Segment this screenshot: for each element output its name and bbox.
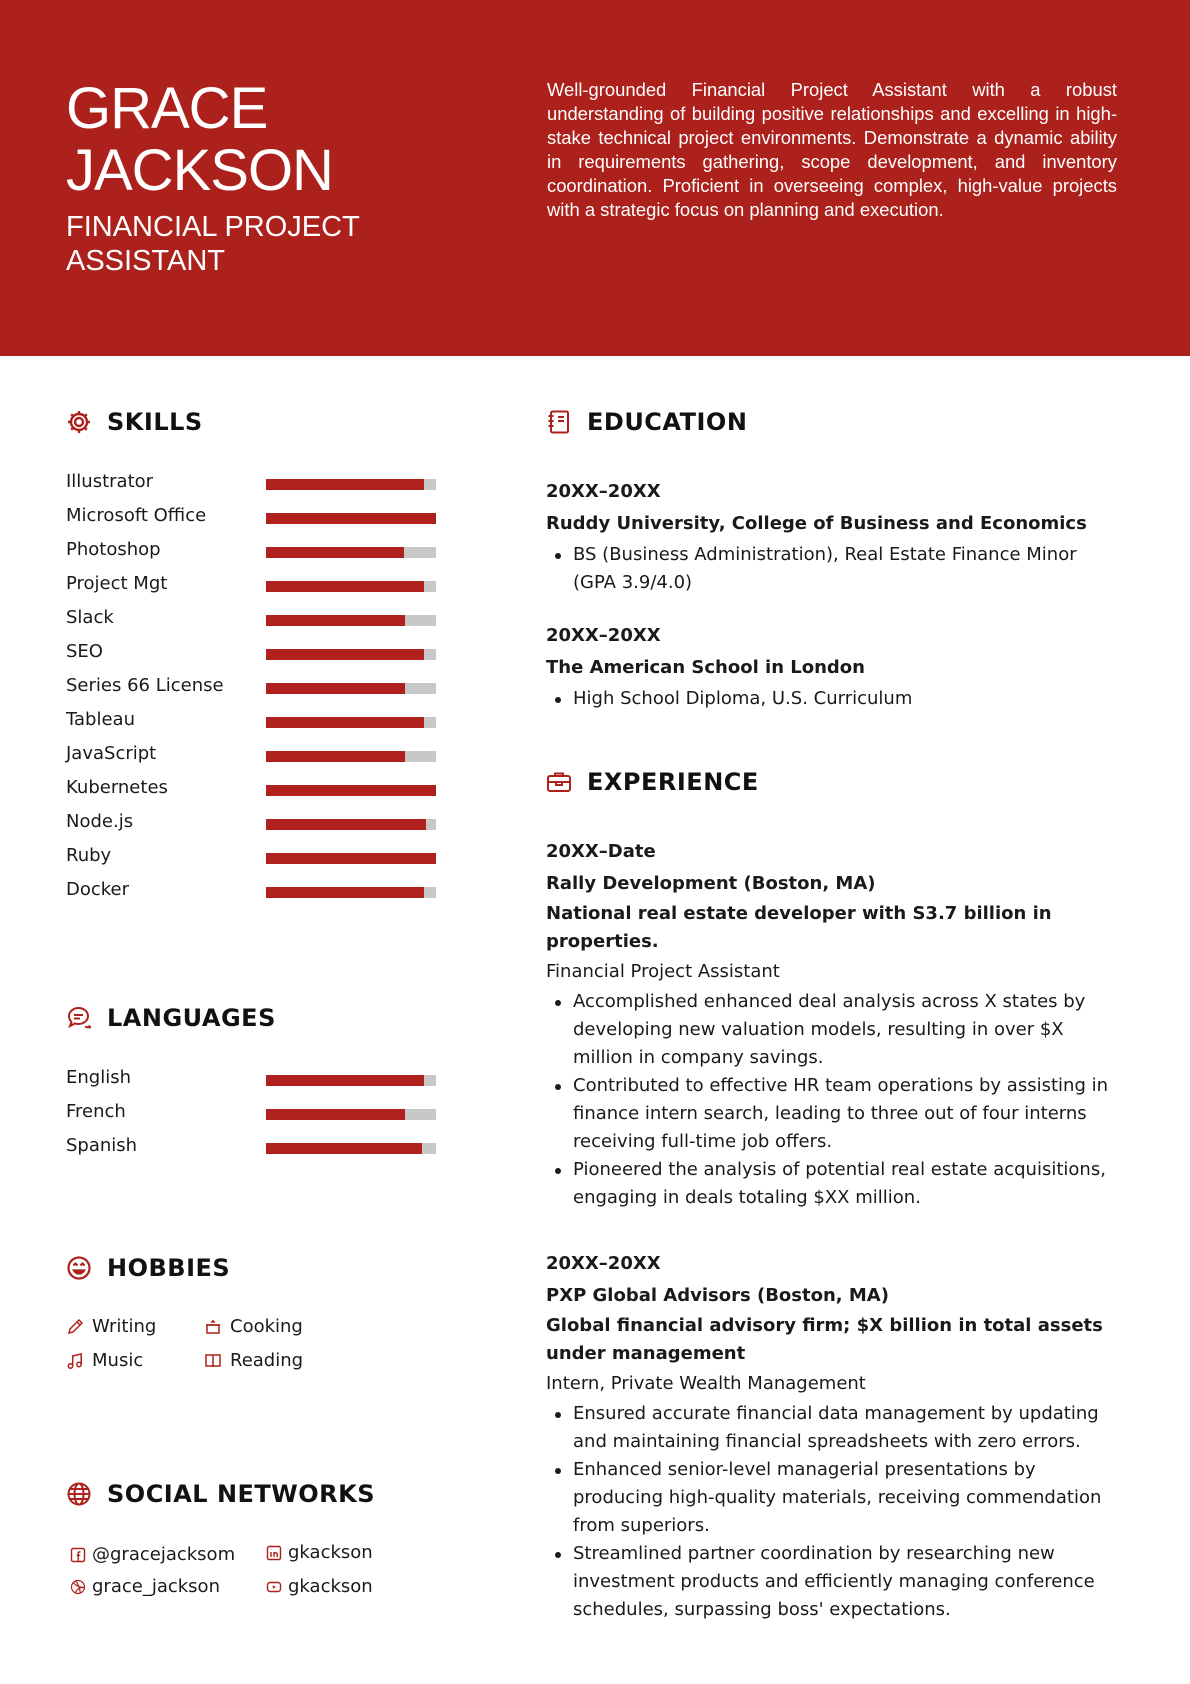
- language-level-fill: [266, 1109, 405, 1120]
- social-title: SOCIAL NETWORKS: [107, 1480, 376, 1508]
- name-last: JACKSON: [66, 138, 333, 203]
- gear-icon: [66, 409, 92, 435]
- skill-row: [66, 468, 436, 502]
- notebook-icon: [546, 409, 572, 435]
- entry-dates: 20XX–20XX: [546, 625, 661, 646]
- bullet-item: Ensured accurate financial data management by updating and maintaining financial spreadsheets with zero errors.: [546, 1400, 1122, 1456]
- skill-level-fill: [266, 513, 436, 524]
- education-heading: [546, 408, 747, 436]
- entry-dates: 20XX–Date: [546, 841, 656, 862]
- entry-description: National real estate developer with S3.7 billion in properties.: [546, 903, 1052, 952]
- skill-row: [66, 842, 436, 876]
- language-row: [66, 1064, 436, 1098]
- entry-role: Intern, Private Wealth Management: [546, 1373, 866, 1394]
- bullet-item: BS (Business Administration), Real Estate Finance Minor (GPA 3.9/4.0): [546, 541, 1122, 597]
- skill-row: [66, 808, 436, 842]
- skill-level-fill: [266, 649, 424, 660]
- skill-row: [66, 740, 436, 774]
- skill-level-bar: [266, 887, 436, 898]
- education-title: EDUCATION: [587, 408, 748, 436]
- entry-school: Ruddy University, College of Business and Economics: [546, 513, 1087, 534]
- skill-level-bar: [266, 683, 436, 694]
- name-first: GRACE: [66, 76, 268, 141]
- entry-bullets: [546, 685, 1122, 713]
- music-note-icon: [66, 1352, 84, 1370]
- social-facebook[interactable]: [70, 1544, 235, 1565]
- professional-summary: Well-grounded Financial Project Assistant with a robust understanding of building positive relationships and excelling in high-stake technical project environments. Demonstrate a dynamic ability in requirements gathering, scope development, and inventory coordination. Proficient in overseeing complex, high-value projects with a strategic focus on planning and execution.: [547, 79, 1117, 220]
- hobbies-title: HOBBIES: [107, 1254, 231, 1282]
- skill-level-bar: [266, 513, 436, 524]
- skill-label: Project Mgt: [66, 573, 168, 594]
- skill-label: Node.js: [66, 811, 134, 832]
- skill-level-bar: [266, 615, 436, 626]
- bullet-item: Streamlined partner coordination by researching new investment products and efficiently managing conference schedules, surpassing boss' expectations.: [546, 1540, 1122, 1624]
- social-handle: gkackson: [288, 1542, 373, 1563]
- skill-level-bar: [266, 717, 436, 728]
- skill-level-fill: [266, 751, 405, 762]
- skill-row: [66, 570, 436, 604]
- resume-header: [0, 0, 1190, 356]
- language-level-bar: [266, 1075, 436, 1086]
- skill-level-fill: [266, 615, 405, 626]
- skill-label: Tableau: [66, 709, 135, 730]
- entry-bullets: [546, 988, 1122, 1212]
- language-label: English: [66, 1067, 131, 1088]
- language-row: [66, 1132, 436, 1166]
- language-label: French: [66, 1101, 126, 1122]
- hobby-label: Writing: [92, 1316, 157, 1337]
- experience-heading: [546, 768, 759, 796]
- entry-bullets: [546, 1400, 1122, 1624]
- skill-level-fill: [266, 785, 436, 796]
- social-handle: gkackson: [288, 1576, 373, 1597]
- facebook-icon: [70, 1547, 86, 1563]
- languages-list: [66, 1064, 436, 1166]
- skill-row: [66, 638, 436, 672]
- languages-heading: [66, 1004, 276, 1032]
- skill-level-bar: [266, 819, 436, 830]
- hobby-reading: [204, 1350, 303, 1371]
- skill-label: SEO: [66, 641, 103, 662]
- entry-description: Global financial advisory firm; $X billion in total assets under management: [546, 1315, 1103, 1364]
- skill-row: [66, 672, 436, 706]
- youtube-icon: [266, 1579, 282, 1595]
- social-heading: [66, 1480, 375, 1508]
- briefcase-icon: [546, 769, 572, 795]
- skill-label: Microsoft Office: [66, 505, 207, 526]
- skill-level-fill: [266, 887, 424, 898]
- language-level-bar: [266, 1109, 436, 1120]
- chat-bubbles-icon: [66, 1005, 92, 1031]
- social-handle: grace_jackson: [92, 1576, 220, 1597]
- skill-label: Photoshop: [66, 539, 161, 560]
- skill-level-fill: [266, 717, 424, 728]
- skill-row: [66, 876, 436, 910]
- skill-label: JavaScript: [66, 743, 157, 764]
- skill-level-bar: [266, 581, 436, 592]
- hobby-label: Music: [92, 1350, 144, 1371]
- entry-dates: 20XX–20XX: [546, 481, 661, 502]
- hobby-cooking: [204, 1316, 303, 1337]
- skill-level-bar: [266, 479, 436, 490]
- education-entry-2: [546, 620, 1122, 713]
- language-row: [66, 1098, 436, 1132]
- skill-level-bar: [266, 853, 436, 864]
- bullet-item: Enhanced senior-level managerial presentations by producing high-quality materials, receiving commendation from superiors.: [546, 1456, 1122, 1540]
- skill-level-bar: [266, 785, 436, 796]
- book-icon: [204, 1352, 222, 1370]
- skill-level-bar: [266, 547, 436, 558]
- language-label: Spanish: [66, 1135, 138, 1156]
- skill-level-fill: [266, 581, 424, 592]
- job-title: FINANCIAL PROJECT ASSISTANT: [66, 211, 360, 277]
- experience-title: EXPERIENCE: [587, 768, 759, 796]
- skill-level-bar: [266, 649, 436, 660]
- skill-row: [66, 604, 436, 638]
- hobby-writing: [66, 1316, 156, 1337]
- skill-row: [66, 706, 436, 740]
- skill-level-fill: [266, 853, 436, 864]
- skill-row: [66, 536, 436, 570]
- skill-level-fill: [266, 479, 424, 490]
- hobbies-heading: [66, 1254, 230, 1282]
- skill-level-fill: [266, 819, 426, 830]
- hobby-label: Cooking: [230, 1316, 303, 1337]
- language-level-fill: [266, 1075, 424, 1086]
- skill-label: Slack: [66, 607, 114, 628]
- experience-entry-1: [546, 836, 1122, 1212]
- bullet-item: High School Diploma, U.S. Curriculum: [546, 685, 1122, 713]
- skills-list: [66, 468, 436, 910]
- smiley-icon: [66, 1255, 92, 1281]
- dribbble-icon: [70, 1579, 86, 1595]
- pencil-icon: [66, 1318, 84, 1336]
- entry-dates: 20XX–20XX: [546, 1253, 661, 1274]
- social-linkedin[interactable]: [266, 1542, 373, 1563]
- candidate-name: [66, 78, 506, 202]
- hobby-music: [66, 1350, 143, 1371]
- skill-label: Kubernetes: [66, 777, 168, 798]
- globe-icon: [66, 1481, 92, 1507]
- skill-level-fill: [266, 547, 404, 558]
- bullet-item: Accomplished enhanced deal analysis across X states by developing new valuation models, resulting in over $X million in company savings.: [546, 988, 1122, 1072]
- hobby-label: Reading: [230, 1350, 304, 1371]
- experience-entry-2: [546, 1248, 1122, 1624]
- entry-bullets: [546, 541, 1122, 597]
- entry-role: Financial Project Assistant: [546, 961, 780, 982]
- skills-heading: [66, 408, 203, 436]
- skill-row: [66, 774, 436, 808]
- education-entry-1: [546, 476, 1122, 597]
- language-level-fill: [266, 1143, 422, 1154]
- entry-company: PXP Global Advisors (Boston, MA): [546, 1285, 889, 1306]
- entry-company: Rally Development (Boston, MA): [546, 873, 876, 894]
- skill-level-bar: [266, 751, 436, 762]
- social-handle: @gracejacksom: [92, 1544, 236, 1565]
- skill-level-fill: [266, 683, 405, 694]
- bullet-item: Contributed to effective HR team operations by assisting in finance intern search, leading to three out of four interns receiving full-time job offers.: [546, 1072, 1122, 1156]
- skill-label: Illustrator: [66, 471, 154, 492]
- entry-school: The American School in London: [546, 657, 865, 678]
- skill-label: Series 66 License: [66, 675, 224, 696]
- bullet-item: Pioneered the analysis of potential real estate acquisitions, engaging in deals totaling $XX million.: [546, 1156, 1122, 1212]
- linkedin-icon: [266, 1545, 282, 1561]
- social-dribbble[interactable]: [70, 1576, 220, 1597]
- languages-title: LANGUAGES: [107, 1004, 276, 1032]
- skills-title: SKILLS: [107, 408, 203, 436]
- language-level-bar: [266, 1143, 436, 1154]
- skill-label: Ruby: [66, 845, 112, 866]
- social-youtube[interactable]: [266, 1576, 373, 1597]
- cooking-pot-icon: [204, 1318, 222, 1336]
- skill-row: [66, 502, 436, 536]
- skill-label: Docker: [66, 879, 130, 900]
